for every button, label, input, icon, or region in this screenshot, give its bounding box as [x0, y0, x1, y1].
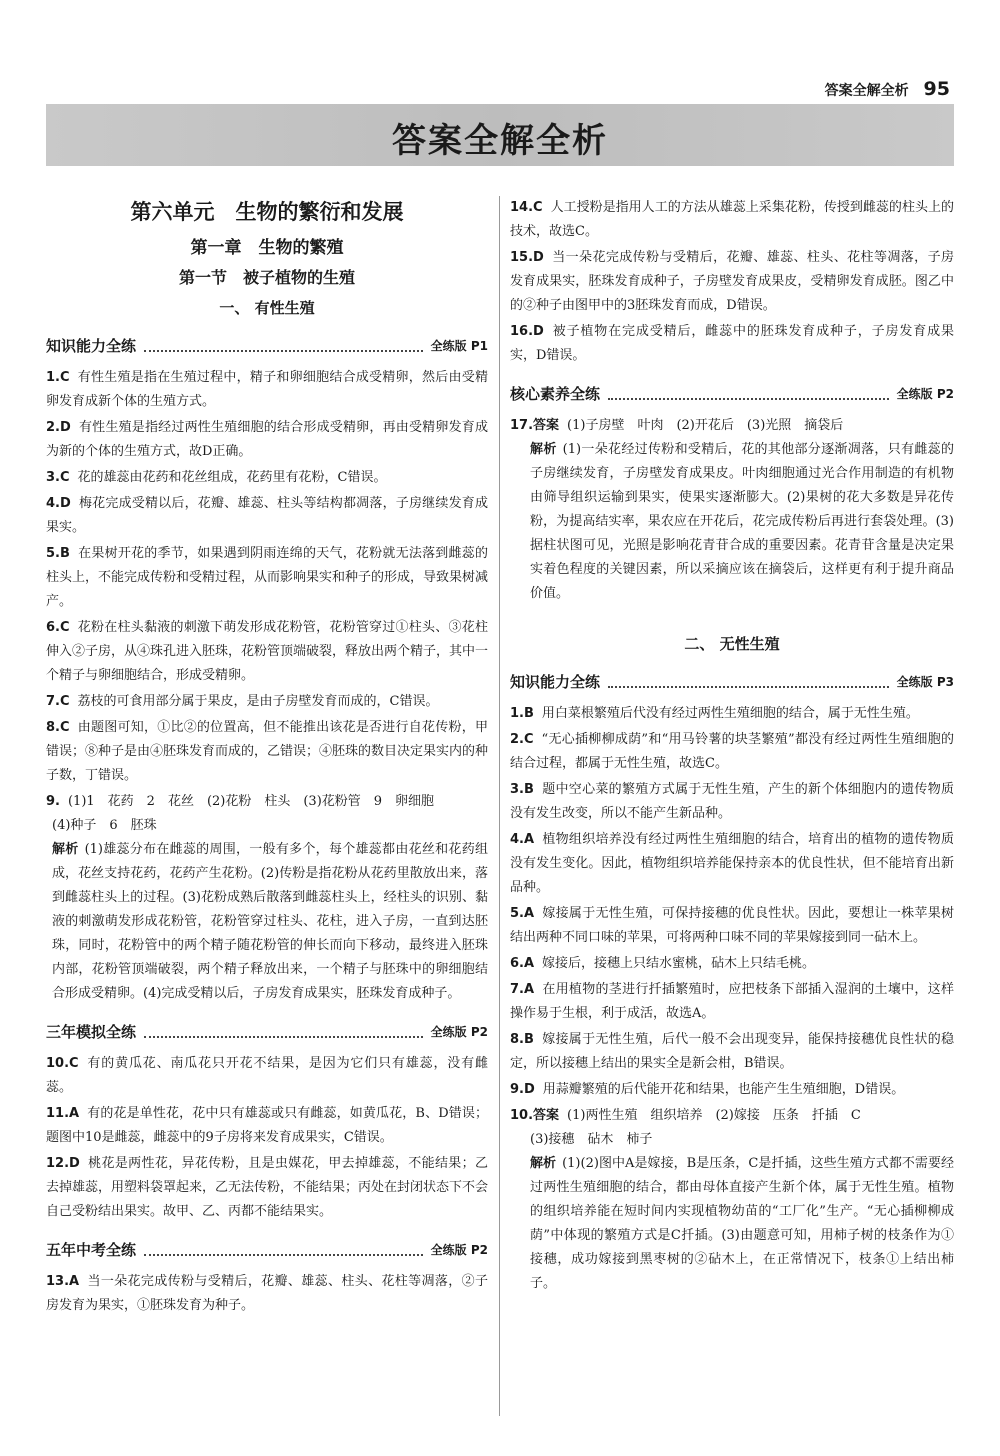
unit-heading: 第六单元 生物的繁衍和发展 [130, 200, 404, 224]
answer-text: 人工授粉是指用人工的方法从雄蕊上采集花粉，传授到雌蕊的柱头上的技术，故选C。 [510, 200, 954, 239]
answer-item [510, 196, 954, 244]
answer-item [46, 466, 488, 490]
answer-item [46, 366, 488, 414]
answer-text: 题中空心菜的繁殖方式属于无性生殖，产生的新个体细胞内的遗传物质没有发生改变，所以不能产生新品种。 [510, 782, 954, 821]
answer-text: 桃花是两性花，异花传粉，且是虫媒花，甲去掉雄蕊，不能结果；乙去掉雄蕊，用塑料袋罩起来，乙无法传粉，不能结果；丙处在封闭状态下不会自己受粉结出果实。故甲、乙、丙都不能结果实。 [46, 1156, 489, 1219]
answer-text: 有的花是单性花，花中只有雄蕊或只有雌蕊，如黄瓜花，B、D错误；题图中10是雌蕊，雌蕊中的9子房将来发育成果实，C错误。 [46, 1106, 488, 1145]
answer-text: 有的黄瓜花、南瓜花只开花不结果，是因为它们只有雄蕊，没有雌蕊。 [46, 1056, 488, 1095]
edition-ref: 全练版 P2 [430, 1025, 488, 1039]
answer-key: (4)种子 6 胚珠 [52, 818, 157, 833]
section-name: 三年模拟全练 [46, 1023, 137, 1041]
answer-item [510, 1028, 954, 1076]
dotted-leader [608, 677, 889, 688]
answer-number: 4.D [46, 496, 71, 511]
answer-item [510, 952, 954, 976]
answer-item [46, 716, 488, 788]
answer-item [46, 1052, 488, 1100]
answer-item [510, 1104, 954, 1296]
section-name: 五年中考全练 [46, 1241, 137, 1259]
edition-ref: 全练版 P2 [896, 387, 954, 401]
answer-number: 4.A [510, 832, 535, 847]
section-name: 知识能力全练 [510, 673, 601, 691]
answer-text: 梅花完成受精以后，花瓣、雄蕊、柱头等结构都凋落，子房继续发育成果实。 [46, 496, 488, 535]
answer-text: 当一朵花完成传粉与受精后，花瓣、雄蕊、柱头、花柱等凋落，子房发育成果实，胚珠发育成种子，子房壁发育成果皮，受精卵发育成胚。图乙中的②种子由图甲中的3胚珠发育而成，D错误。 [510, 250, 954, 313]
answer-text: 嫁接后，接穗上只结水蜜桃，砧木上只结毛桃。 [542, 956, 816, 971]
answer-item [510, 320, 954, 368]
answer-item [510, 978, 954, 1026]
answer-item [46, 416, 488, 464]
exercise-section-header [46, 334, 488, 358]
answer-key: (3)接穗 砧木 柿子 [530, 1132, 653, 1147]
answer-number: 8.C [46, 720, 70, 735]
analysis-text: (1)(2)图中A是嫁接，B是压条，C是扦插，这些生殖方式都不需要经过两性生殖细胞的结合，都由母体直接产生新个体，属于无性生殖。植物的组织培养能在短时间内实现植物幼苗的“工厂化”生产。“无心插柳柳成荫”中体现的繁殖方式是C扦插。(3)由题意可知，用柿子树的枝条作为①接穗，成功嫁接到黑枣树的②砧木上，在正常情况下，枝条①上结出柿子。 [530, 1156, 954, 1291]
dotted-leader [144, 1027, 423, 1038]
analysis-text: (1)雄蕊分布在雌蕊的周围，一般有多个，每个雄蕊都由花丝和花药组成，花丝支持花药，花药产生花粉。(2)传粉是指花粉从花药里散放出来，落到雌蕊柱头上的过程。(3)花粉成熟后散落到雌蕊柱头上，经柱头的识别、黏液的刺激萌发形成花粉管，花粉管穿过柱头、花柱，进入子房，一直到达胚珠，同时，花粉管中的两个精子随花粉管的伸长而向下移动，最终进入胚珠内部，花粉管顶端破裂，两个精子释放出来，一个精子与胚珠中的卵细胞结合形成受精卵。(4)完成受精以后，子房发育成果实，胚珠发育成种子。 [52, 842, 488, 1001]
answer-number: 1.C [46, 370, 70, 385]
section-heading: 第一节 被子植物的生殖 [178, 268, 355, 287]
page-header [825, 78, 950, 100]
left-column [46, 196, 488, 1320]
dotted-leader [608, 389, 889, 400]
answer-text: 有性生殖是指经过两性生殖细胞的结合形成受精卵，再由受精卵发育成为新的个体的生殖方式，故D正确。 [46, 420, 488, 459]
answer-number: 7.C [46, 694, 70, 709]
answer-number: 12.D [46, 1156, 80, 1171]
answer-number: 3.B [510, 782, 534, 797]
answer-text: 由题图可知，①比②的位置高，但不能推出该花是否进行自花传粉，甲错误；⑧种子是由④胚珠发育而成的，乙错误；④胚珠的数目决定果实内的种子数，丁错误。 [46, 720, 489, 783]
answer-item [510, 828, 954, 900]
column-divider [499, 196, 500, 1416]
answer-key: (1)子房壁 叶肉 (2)开花后 (3)光照 摘袋后 [567, 418, 844, 433]
answer-number: 13.A [46, 1274, 80, 1289]
exercise-section-header [510, 382, 954, 406]
answer-text: 在果树开花的季节，如果遇到阴雨连绵的天气，花粉就无法落到雌蕊的柱头上，不能完成传粉和受精过程，从而影响果实和种子的形成，导致果树减产。 [46, 546, 489, 609]
answer-text: 用白菜根繁殖后代没有经过两性生殖细胞的结合，属于无性生殖。 [541, 706, 919, 721]
answer-key: (1)两性生殖 组织培养 (2)嫁接 压条 扦插 C [567, 1108, 861, 1123]
answer-number: 8.B [510, 1032, 534, 1047]
answer-item [510, 728, 954, 776]
analysis-label: 解析 [530, 1156, 557, 1171]
running-title: 答案全解全析 [824, 83, 909, 99]
dotted-leader [144, 341, 423, 352]
answer-text: 植物组织培养没有经过两性生殖细胞的结合，培育出的植物的遗传物质没有发生变化。因此，植物组织培养能保持亲本的优良性状，但不能培育出新品种。 [510, 832, 954, 895]
answer-item [510, 246, 954, 318]
answer-item [46, 492, 488, 540]
answer-item [46, 542, 488, 614]
edition-ref: 全练版 P2 [430, 1243, 488, 1257]
answer-text: 在用植物的茎进行扦插繁殖时，应把枝条下部插入湿润的土壤中，这样操作易于生根，利于成活，故选A。 [510, 982, 954, 1021]
answer-item [510, 414, 954, 606]
answer-item [510, 778, 954, 826]
answer-number: 9. [46, 794, 60, 809]
answer-item [46, 790, 488, 1006]
answer-item [46, 1102, 488, 1150]
answer-number: 9.D [510, 1082, 535, 1097]
answer-number: 6.C [46, 620, 70, 635]
answer-number: 10.C [46, 1056, 79, 1071]
answer-number: 11.A [46, 1106, 80, 1121]
answer-item [46, 616, 488, 688]
answer-text: 被子植物在完成受精后，雌蕊中的胚珠发育成种子，子房发育成果实，D错误。 [510, 324, 954, 363]
exercise-section-header [46, 1020, 488, 1044]
analysis-label: 解析 [530, 442, 557, 457]
answer-number: 1.B [510, 706, 534, 721]
chapter-heading: 第一章 生物的繁殖 [190, 238, 344, 258]
banner-title: 答案全解全析 [392, 121, 608, 161]
answer-text: 荔枝的可食用部分属于果皮，是由子房壁发育而成的，C错误。 [77, 694, 439, 709]
answer-item [46, 690, 488, 714]
answer-key: (1)1 花药 2 花丝 (2)花粉 柱头 (3)花粉管 9 卵细胞 [67, 794, 435, 809]
answer-text: 花粉在柱头黏液的刺激下萌发形成花粉管，花粉管穿过①柱头、③花柱伸入②子房，从④珠孔进入胚珠，花粉管顶端破裂，释放出两个精子，其中一个精子与卵细胞结合，形成受精卵。 [46, 620, 489, 683]
answer-item [510, 902, 954, 950]
answer-number: 2.D [46, 420, 71, 435]
section-name: 知识能力全练 [46, 337, 137, 355]
answer-item [46, 1270, 488, 1318]
dotted-leader [144, 1245, 423, 1256]
title-banner [46, 104, 954, 166]
right-column [510, 196, 954, 1298]
answer-text: 有性生殖是指在生殖过程中，精子和卵细胞结合成受精卵，然后由受精卵发育成新个体的生殖方式。 [46, 370, 488, 409]
answer-item [46, 1152, 488, 1224]
answer-number: 5.B [46, 546, 70, 561]
answer-text: 用蒜瓣繁殖的后代能开花和结果，也能产生生殖细胞，D错误。 [542, 1082, 905, 1097]
answer-text: 嫁接属于无性生殖，可保持接穗的优良性状。因此，要想让一株苹果树结出两种不同口味的苹果，可将两种口味不同的苹果嫁接到同一砧木上。 [510, 906, 954, 945]
answer-number: 16.D [510, 324, 544, 339]
exercise-section-header [46, 1238, 488, 1262]
answer-number: 2.C [510, 732, 534, 747]
subsection-heading: 一、 有性生殖 [219, 299, 315, 317]
edition-ref: 全练版 P1 [430, 339, 488, 353]
answer-text: 嫁接属于无性生殖，后代一般不会出现变异，能保持接穗优良性状的稳定，所以接穗上结出的果实全是新会柑，B错误。 [510, 1032, 954, 1071]
answer-number: 3.C [46, 470, 70, 485]
answer-number: 15.D [510, 250, 544, 265]
subsection-heading: 二、 无性生殖 [684, 635, 780, 653]
answer-number: 6.A [510, 956, 535, 971]
answer-number: 10.答案 [510, 1108, 560, 1123]
answer-item [510, 1078, 954, 1102]
answer-number: 17.答案 [510, 418, 560, 433]
analysis-text: (1)一朵花经过传粉和受精后，花的其他部分逐渐凋落，只有雌蕊的子房继续发育，子房壁发育成果皮。叶肉细胞通过光合作用制造的有机物由筛导组织运输到果实，使果实逐渐膨大。(2)果树的花大多数是异花传粉，为提高结实率，果农应在开花后，花完成传粉后再进行套袋处理。(3)据柱状图可见，光照是影响花青苷合成的重要因素。花青苷含量是决定果实着色程度的关键因素，所以采摘应该在摘袋后，这样更有利于提升商品价值。 [530, 442, 954, 601]
answer-number: 5.A [510, 906, 535, 921]
edition-ref: 全练版 P3 [896, 675, 954, 689]
answer-number: 14.C [510, 200, 543, 215]
answer-number: 7.A [510, 982, 535, 997]
page-number: 95 [923, 78, 950, 100]
answer-item [510, 702, 954, 726]
answer-text: 花的雄蕊由花药和花丝组成，花药里有花粉，C错误。 [77, 470, 387, 485]
analysis-label: 解析 [52, 842, 79, 857]
section-name: 核心素养全练 [510, 385, 601, 403]
answer-text: 当一朵花完成传粉与受精后，花瓣、雄蕊、柱头、花柱等凋落，②子房发育为果实，①胚珠发育为种子。 [46, 1274, 488, 1313]
answer-text: “无心插柳柳成荫”和“用马铃薯的块茎繁殖”都没有经过两性生殖细胞的结合过程，都属于无性生殖，故选C。 [510, 732, 954, 771]
exercise-section-header [510, 670, 954, 694]
